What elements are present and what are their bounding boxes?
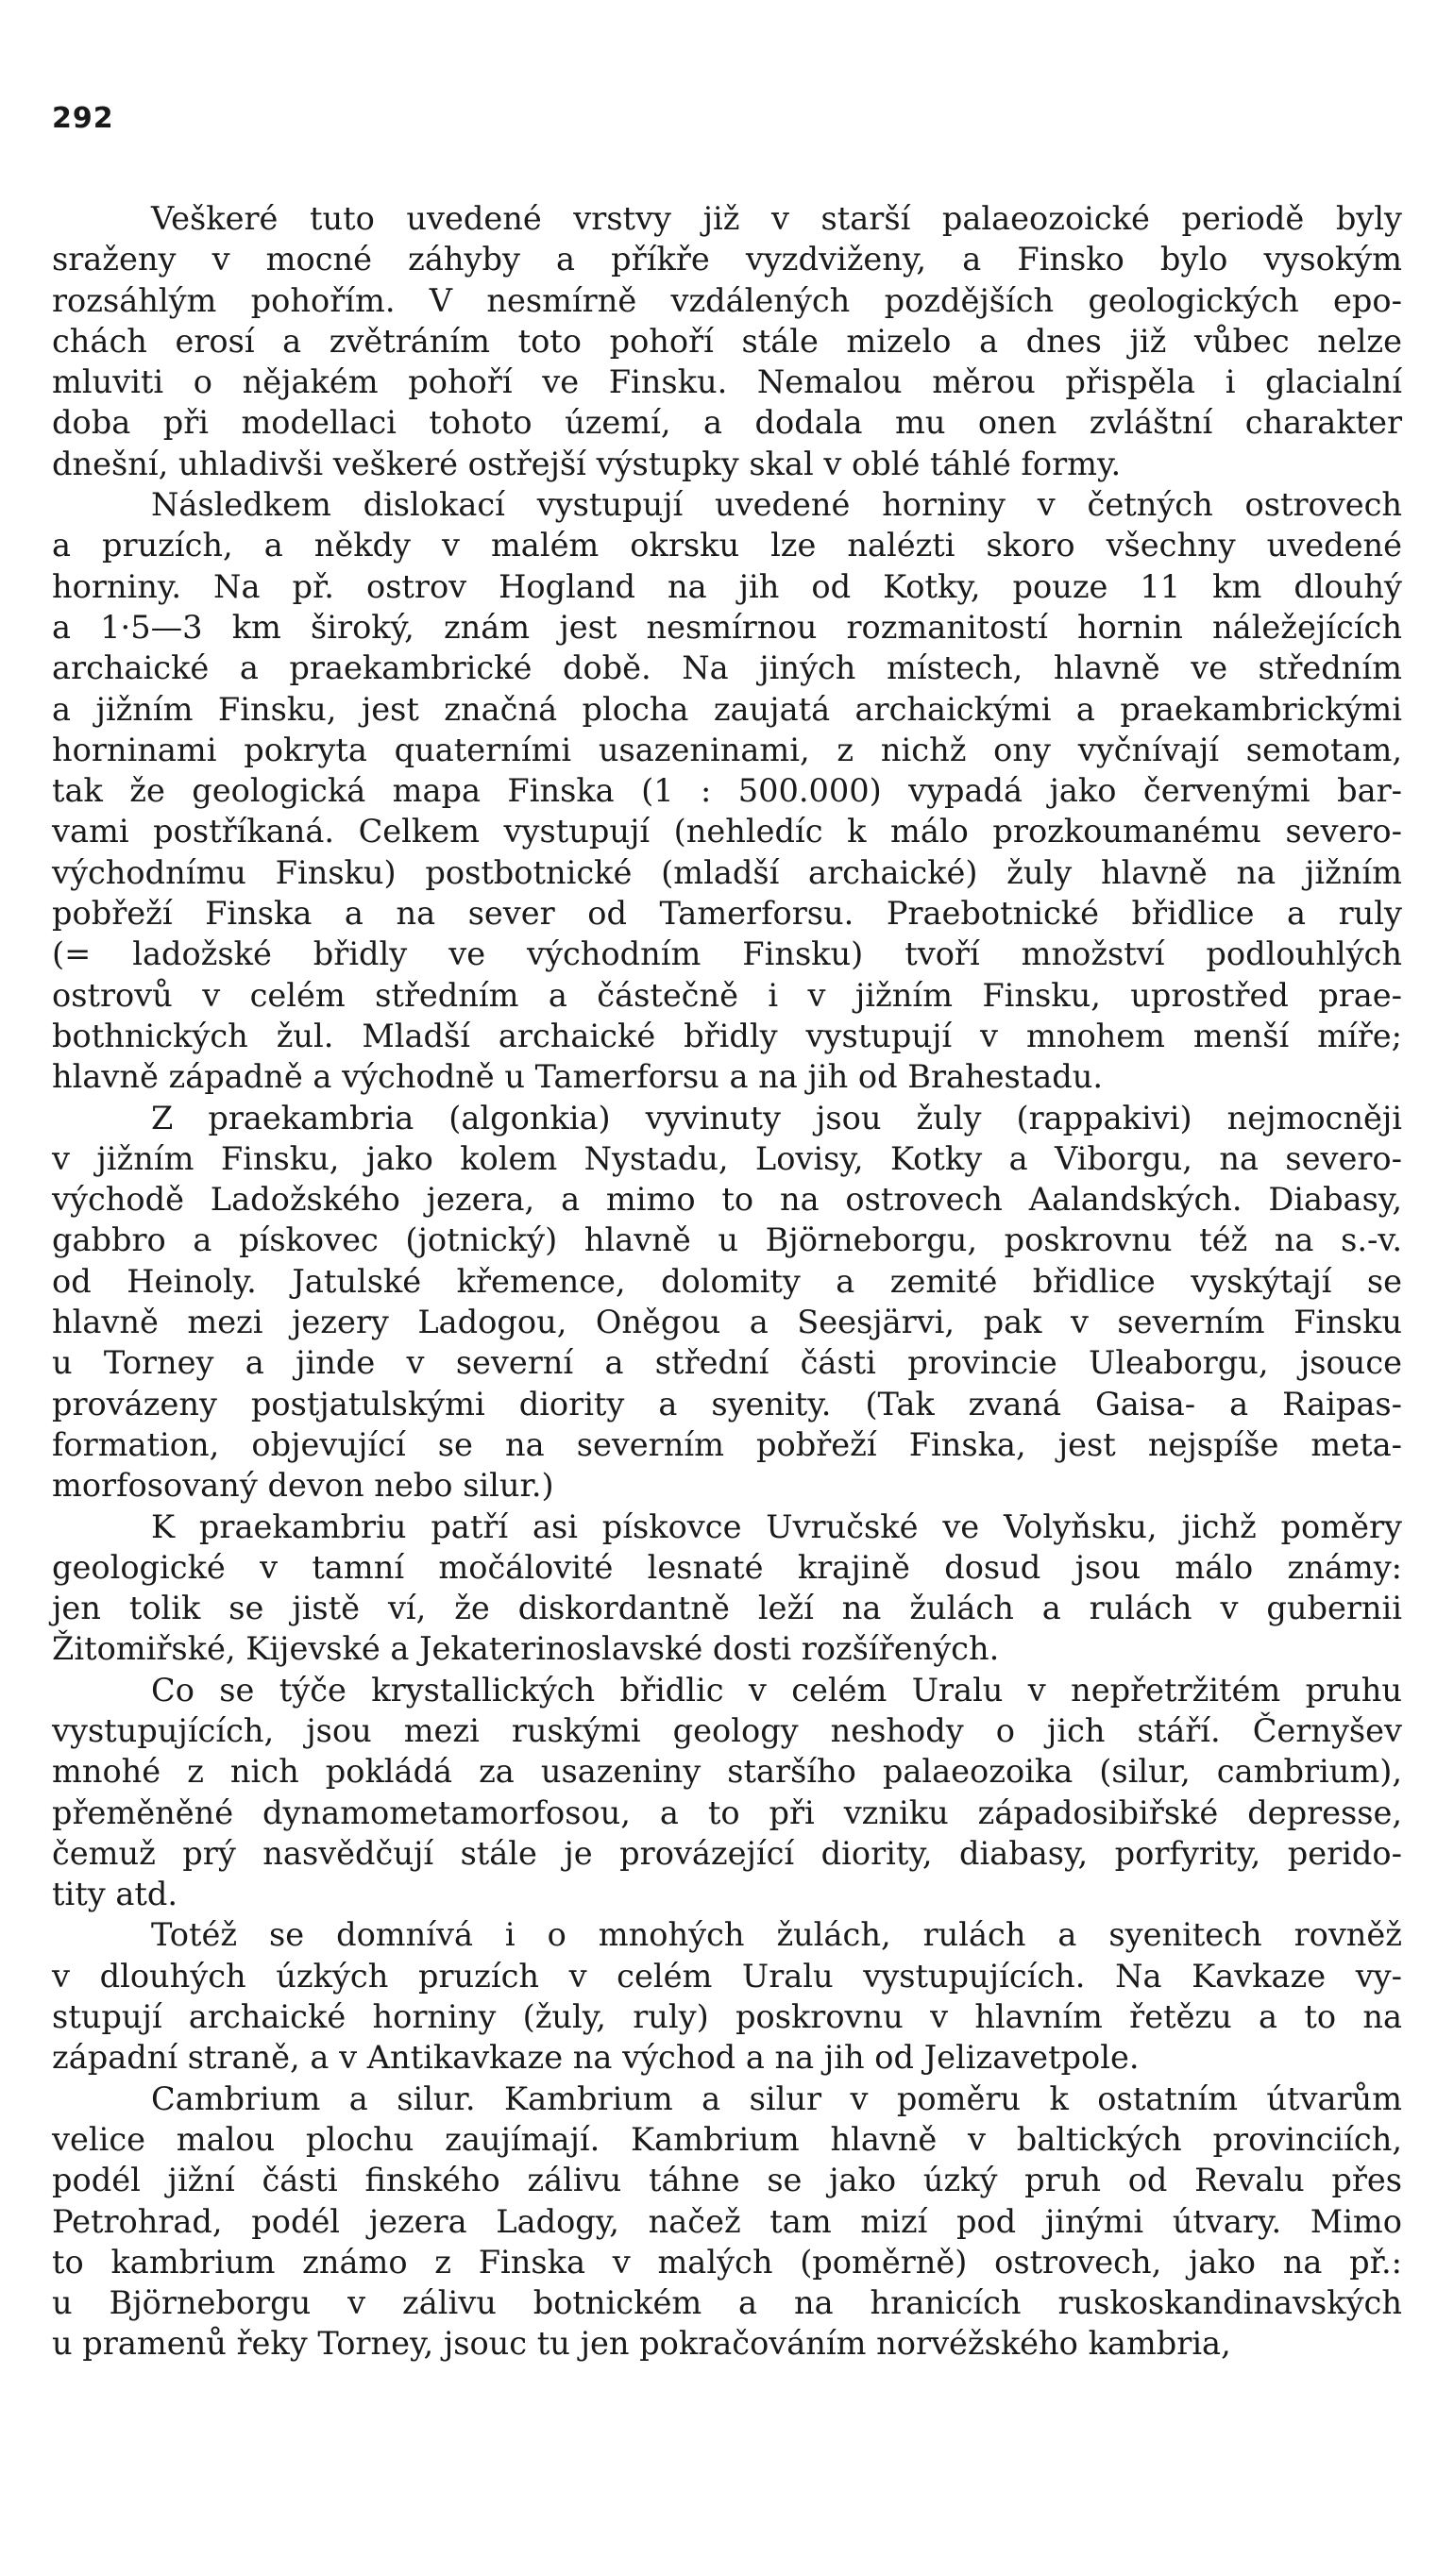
- paragraph: [52, 1670, 1402, 1915]
- text-line: u pramenů řeky Torney, jsouc tu jen pokračováním norvéžského kambria,: [52, 2325, 1231, 2363]
- text-line: horninami pokryta quaterními usazeninami, z nichž ony vyčnívají semotam,: [52, 731, 1402, 768]
- text-line: morfosovaný devon nebo silur.): [52, 1467, 554, 1505]
- text-line: provázeny postjatulskými diority a syenity. (Tak zvaná Gaisa- a Raipas-: [52, 1385, 1402, 1423]
- text-line: dnešní, uhladivši veškeré ostřejší výstupky skal v oblé táhlé formy.: [52, 445, 1122, 482]
- text-line: u Torney a jinde v severní a střední části provincie Uleaborgu, jsouce: [52, 1344, 1402, 1382]
- text-line: horniny. Na př. ostrov Hogland na jih od Kotky, pouze 11 km dlouhý: [52, 567, 1402, 605]
- text-line: v dlouhých úzkých pruzích v celém Uralu vystupujících. Na Kavkaze vy-: [52, 1957, 1402, 1995]
- text-line: Totéž se domnívá i o mnohých žulách, rulách a syenitech rovněž: [151, 1916, 1402, 1954]
- text-line: podél jižní části finského zálivu táhne se jako úzký pruh od Revalu přes: [52, 2162, 1402, 2199]
- text-line: mnohé z nich pokládá za usazeniny staršího palaeozoika (silur, cambrium),: [52, 1753, 1402, 1791]
- text-line: archaické a praekambrické době. Na jiných místech, hlavně ve středním: [52, 649, 1402, 687]
- text-line: mluviti o nějakém pohoří ve Finsku. Nemalou měrou přispěla i glacialní: [52, 363, 1402, 401]
- body-text: [52, 198, 1402, 2365]
- text-line: a 1·5—3 km široký, znám jest nesmírnou rozmanitostí hornin náležejících: [52, 608, 1402, 646]
- text-line: od Heinoly. Jatulské křemence, dolomity a zemité břidlice vyskýtají se: [52, 1262, 1402, 1300]
- text-line: sraženy v mocné záhyby a příkře vyzdviženy, a Finsko bylo vysokým: [52, 241, 1402, 278]
- text-line: přeměněné dynamometamorfosou, a to při vzniku západosibiřské depresse,: [52, 1793, 1402, 1831]
- text-line: v jižním Finsku, jako kolem Nystadu, Lovisy, Kotky a Viborgu, na severo-: [52, 1139, 1402, 1177]
- text-line: ostrovů v celém středním a částečně i v jižním Finsku, uprostřed prae-: [52, 976, 1402, 1014]
- text-line: vami postříkaná. Celkem vystupují (nehledíc k málo prozkoumanému severo-: [52, 813, 1402, 850]
- text-line: rozsáhlým pohořím. V nesmírně vzdálených pozdějších geologických epo-: [52, 281, 1402, 319]
- paragraph: [52, 1098, 1402, 1507]
- paragraph: [52, 198, 1402, 484]
- text-line: velice malou plochu zaujímají. Kambrium hlavně v baltických provinciích,: [52, 2120, 1402, 2158]
- text-line: a pruzích, a někdy v malém okrsku lze nalézti skoro všechny uvedené: [52, 527, 1402, 564]
- text-line: formation, objevující se na severním pobřeží Finska, jest nejspíše meta-: [52, 1425, 1402, 1463]
- text-line: gabbro a pískovec (jotnický) hlavně u Björneborgu, poskrovnu též na s.-v.: [52, 1221, 1402, 1259]
- text-line: u Björneborgu v zálivu botnickém a na hranicích ruskoskandinavských: [52, 2284, 1402, 2322]
- text-line: vystupujících, jsou mezi ruskými geology neshody o jich stáří. Černyšev: [52, 1711, 1402, 1749]
- text-line: K praekambriu patří asi pískovce Uvručské ve Volyňsku, jichž poměry: [151, 1507, 1402, 1545]
- text-line: geologické v tamní močálovité lesnaté krajině dosud jsou málo známy:: [52, 1548, 1402, 1586]
- text-line: jen tolik se jistě ví, že diskordantně leží na žulách a rulách v gubernii: [52, 1590, 1402, 1627]
- page-number: 292: [52, 102, 114, 135]
- paragraph: [52, 1914, 1402, 2078]
- paragraph: [52, 2079, 1402, 2365]
- text-line: bothnických žul. Mladší archaické břidly vystupují v mnohem menší míře;: [52, 1017, 1402, 1054]
- text-line: Cambrium a silur. Kambrium a silur v poměru k ostatním útvarům: [151, 2079, 1402, 2117]
- text-line: hlavně mezi jezery Ladogou, Oněgou a Seesjärvi, pak v severním Finsku: [52, 1304, 1402, 1341]
- paragraph: [52, 1507, 1402, 1670]
- text-line: to kambrium známo z Finska v malých (poměrně) ostrovech, jako na př.:: [52, 2243, 1402, 2281]
- text-line: pobřeží Finska a na sever od Tamerforsu. Praebotnické břidlice a ruly: [52, 895, 1402, 933]
- text-line: východnímu Finsku) postbotnické (mladší archaické) žuly hlavně na jižním: [52, 853, 1402, 891]
- text-line: tak že geologická mapa Finska (1 : 500.000) vypadá jako červenými bar-: [52, 772, 1402, 810]
- text-line: doba při modellaci tohoto území, a dodala mu onen zvláštní charakter: [52, 404, 1402, 442]
- text-line: čemuž prý nasvědčují stále je provázející diority, diabasy, porfyrity, perido-: [52, 1834, 1402, 1872]
- text-line: Veškeré tuto uvedené vrstvy již v starší palaeozoické periodě byly: [151, 200, 1402, 237]
- text-line: západní straně, a v Antikavkaze na východ a na jih od Jelizavetpole.: [52, 2039, 1140, 2077]
- text-line: chách erosí a zvětráním toto pohoří stále mizelo a dnes již vůbec nelze: [52, 322, 1402, 360]
- text-line: Žitomiřské, Kijevské a Jekaterinoslavské dosti rozšířených.: [52, 1630, 1000, 1668]
- text-line: stupují archaické horniny (žuly, ruly) poskrovnu v hlavním řetězu a to na: [52, 1998, 1402, 2036]
- text-line: Petrohrad, podél jezera Ladogy, načež tam mizí pod jinými útvary. Mimo: [52, 2202, 1402, 2240]
- paragraph: [52, 484, 1402, 1097]
- text-line: hlavně západně a východně u Tamerforsu a na jih od Brahestadu.: [52, 1058, 1104, 1096]
- text-line: Následkem dislokací vystupují uvedené horniny v četných ostrovech: [151, 486, 1402, 524]
- text-line: a jižním Finsku, jest značná plocha zaujatá archaickými a praekambrickými: [52, 690, 1402, 728]
- text-line: tity atd.: [52, 1876, 178, 1913]
- text-line: Z praekambria (algonkia) vyvinuty jsou žuly (rappakivi) nejmocněji: [151, 1099, 1402, 1136]
- text-line: (= ladožské břidly ve východním Finsku) tvoří množství podlouhlých: [52, 935, 1402, 973]
- text-line: Co se týče krystallických břidlic v celém Uralu v nepřetržitém pruhu: [151, 1671, 1402, 1709]
- text-line: východě Ladožského jezera, a mimo to na ostrovech Aalandských. Diabasy,: [52, 1181, 1402, 1219]
